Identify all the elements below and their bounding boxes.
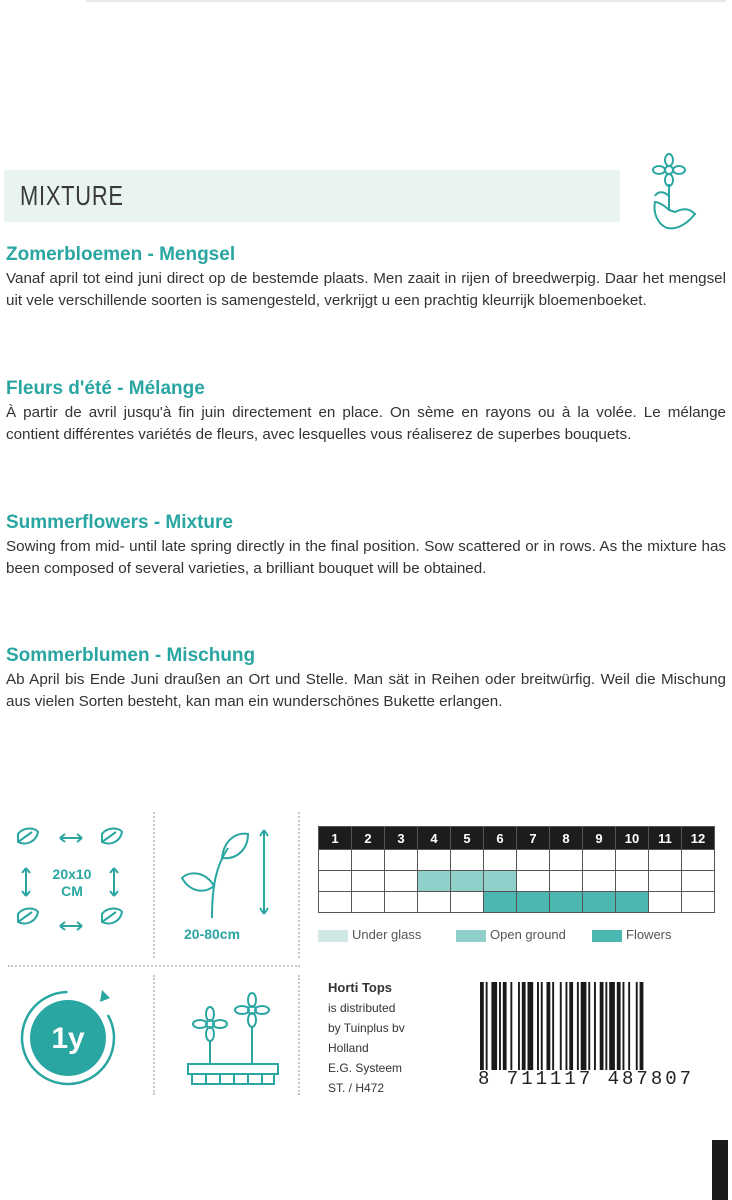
calendar-month: 8 (550, 827, 583, 850)
calendar-cell (319, 892, 352, 913)
barcode (480, 982, 720, 1070)
section-french (6, 376, 726, 446)
section-title: Fleurs d'été - Mélange (6, 378, 205, 399)
calendar-row (319, 871, 715, 892)
legend-swatch (456, 930, 486, 942)
barcode-bar (617, 982, 621, 1070)
barcode-bar (560, 982, 562, 1070)
calendar-cell (418, 892, 451, 913)
legend-swatch (318, 930, 348, 942)
barcode-bar (588, 982, 590, 1070)
calendar-cell (616, 850, 649, 871)
barcode-bar (628, 982, 630, 1070)
barcode-bar (581, 982, 587, 1070)
calendar-cell (451, 871, 484, 892)
calendar-month: 12 (682, 827, 715, 850)
calendar-month-row (319, 827, 715, 850)
barcode-bar (577, 982, 579, 1070)
calendar-cell (319, 871, 352, 892)
calendar-cell (484, 871, 517, 892)
barcode-bar (547, 982, 551, 1070)
barcode-bar (600, 982, 604, 1070)
distributor-line: Holland (328, 1041, 369, 1055)
legend-label: Under glass (352, 927, 422, 942)
barcode-bar (518, 982, 520, 1070)
calendar-cell (352, 871, 385, 892)
calendar-month: 3 (385, 827, 418, 850)
section-title: Sommerblumen - Mischung (6, 645, 256, 666)
barcode-bar (522, 982, 526, 1070)
calendar-cell (484, 850, 517, 871)
barcode-bar (640, 982, 644, 1070)
calendar-cell (550, 892, 583, 913)
distributor-info (328, 978, 405, 1098)
brand-name: Horti Tops (328, 980, 393, 995)
barcode-bar (605, 982, 607, 1070)
section-title: Summerflowers - Mixture (6, 512, 233, 533)
lifecycle-label: 1y (51, 1022, 85, 1055)
calendar-cell (517, 892, 550, 913)
barcode-bar (541, 982, 543, 1070)
distributor-line: ST. / H472 (328, 1081, 385, 1095)
icon-divider (153, 812, 155, 958)
barcode-bar (503, 982, 507, 1070)
calendar-cell (649, 871, 682, 892)
calendar-cell (385, 850, 418, 871)
spacing-label (40, 866, 104, 900)
barcode-bar (566, 982, 568, 1070)
distributor-line: by Tuinplus bv (328, 1021, 405, 1035)
legend-label: Open ground (490, 927, 566, 942)
barcode-bar (623, 982, 625, 1070)
calendar-cell (583, 850, 616, 871)
calendar-cell (385, 871, 418, 892)
calendar-cell (616, 871, 649, 892)
calendar-month: 4 (418, 827, 451, 850)
mixture-label: MIXTURE (20, 180, 124, 211)
icon-divider (298, 975, 300, 1095)
legend-swatch (592, 930, 622, 942)
calendar-month: 7 (517, 827, 550, 850)
section-text: Sowing from mid- until late spring directly in the final position. Sow scattered or in rows. As the mixture has been composed of several varieties, a brilliant bouquet will be obtained. (6, 538, 726, 577)
legend-under-glass (318, 927, 421, 943)
calendar-cell (550, 850, 583, 871)
plant-height-icon (176, 826, 280, 922)
section-english (6, 510, 726, 580)
calendar-cell (418, 871, 451, 892)
barcode-bar (609, 982, 615, 1070)
calendar-cell (682, 892, 715, 913)
legend-open-ground (456, 927, 566, 943)
top-rule (86, 0, 726, 2)
barcode-bar (552, 982, 554, 1070)
section-text: Ab April bis Ende Juni draußen an Ort und Stelle. Man sät in Reihen oder breitwürfig. Weil die Mischung aus vielen Sorten besteht, kan man ein wunderschönes Bukette erlangen. (6, 671, 726, 710)
distributor-line: is distributed (328, 1001, 396, 1015)
calendar-cell (484, 892, 517, 913)
icon-divider (8, 965, 300, 967)
calendar-cell (649, 850, 682, 871)
calendar-cell (451, 892, 484, 913)
calendar-cell (550, 871, 583, 892)
calendar-cell (682, 850, 715, 871)
section-title: Zomerbloemen - Mengsel (6, 244, 236, 265)
barcode-bar (594, 982, 596, 1070)
calendar-month: 10 (616, 827, 649, 850)
calendar-cell (517, 871, 550, 892)
calendar-month: 2 (352, 827, 385, 850)
sowing-calendar (318, 826, 715, 913)
calendar-cell (583, 892, 616, 913)
barcode-bar (537, 982, 539, 1070)
icon-divider (298, 812, 300, 958)
calendar-cell (583, 871, 616, 892)
calendar-cell (616, 892, 649, 913)
calendar-cell (319, 850, 352, 871)
legend-flowers (592, 927, 672, 943)
barcode-number: 8 711117 487807 (478, 1068, 695, 1090)
calendar-month: 1 (319, 827, 352, 850)
corner-bar (712, 1140, 728, 1200)
calendar-cell (649, 892, 682, 913)
calendar-month: 11 (649, 827, 682, 850)
calendar-cell (517, 850, 550, 871)
calendar-cell (385, 892, 418, 913)
legend-label: Flowers (626, 927, 672, 942)
calendar-month: 9 (583, 827, 616, 850)
barcode-bar (636, 982, 638, 1070)
section-text: Vanaf april tot eind juni direct op de bestemde plaats. Men zaait in rijen of breedwerpig. Daar het mengsel uit vele verschillende soorten is samengesteld, verkrijgt u een prachtig kleurrijk bloemenboeket. (6, 270, 726, 309)
spacing-value: 20x10 (52, 866, 92, 882)
calendar-cell (418, 850, 451, 871)
barcode-bar (480, 982, 484, 1070)
calendar-cell (451, 850, 484, 871)
calendar-month: 5 (451, 827, 484, 850)
flower-in-hand-icon (645, 152, 703, 232)
calendar-row (319, 850, 715, 871)
barcode-bar (528, 982, 534, 1070)
spacing-unit: CM (61, 883, 83, 899)
distributor-line: E.G. Systeem (328, 1061, 403, 1075)
calendar-month: 6 (484, 827, 517, 850)
barcode-bar (510, 982, 512, 1070)
icon-divider (153, 975, 155, 1095)
calendar-cell (352, 850, 385, 871)
calendar-row (319, 892, 715, 913)
barcode-bar (569, 982, 573, 1070)
calendar-cell (352, 892, 385, 913)
barcode-bar (491, 982, 497, 1070)
calendar-cell (682, 871, 715, 892)
barcode-bar (499, 982, 501, 1070)
potted-flowers-icon (180, 988, 284, 1088)
height-label: 20-80cm (184, 926, 241, 942)
section-dutch (6, 242, 726, 312)
section-german (6, 643, 726, 713)
barcode-bar (486, 982, 488, 1070)
section-text: À partir de avril jusqu'à fin juin directement en place. On sème en rayons ou à la volée. Le mélange contient différentes variétés de fleurs, avec lesquelles vous réaliserez de superbes bouquets. (6, 404, 726, 443)
